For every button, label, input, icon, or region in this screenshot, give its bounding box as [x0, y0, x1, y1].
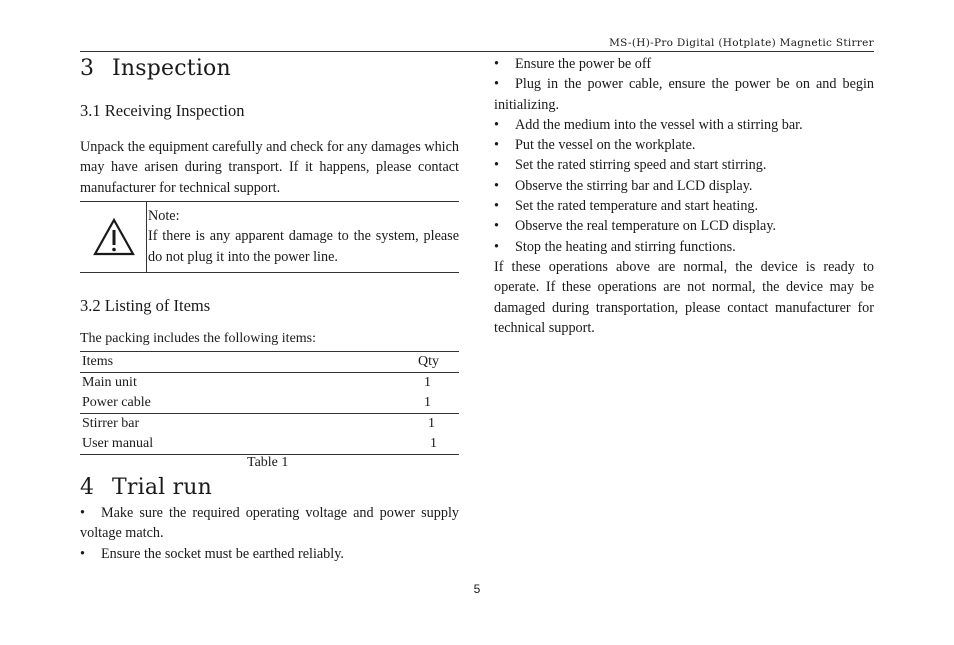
header-rule: [80, 51, 874, 52]
subsection-3-2-title: 3.2 Listing of Items: [80, 296, 211, 315]
list-item-text: Add the medium into the vessel with a stirring bar.: [515, 116, 803, 133]
trial-run-right-list: [494, 54, 874, 257]
list-item: [80, 544, 459, 564]
items-table: [80, 351, 459, 455]
table-cell: 1: [321, 414, 459, 435]
list-item-text: Observe the real temperature on LCD display.: [515, 218, 777, 235]
note-label: Note:: [148, 208, 180, 224]
list-item-text: Stop the heating and stirring functions.: [515, 238, 736, 255]
table-row: [80, 414, 459, 435]
list-item-text: Put the vessel on the workplate.: [515, 137, 696, 154]
warning-triangle-icon: [93, 217, 135, 257]
list-item-text: Ensure the socket must be earthed reliably.: [101, 545, 344, 562]
list-item: [494, 115, 874, 135]
list-item: [494, 196, 874, 216]
list-item: [494, 135, 874, 155]
list-item: • Make sure the required operating voltage and power supply voltage match.: [80, 505, 459, 542]
page-number: 5: [473, 582, 481, 596]
table-row: [80, 434, 459, 455]
table-header-items: Items: [80, 352, 321, 373]
table-cell: 1: [424, 395, 431, 410]
table-cell: Stirrer bar: [80, 414, 321, 435]
items-table-wrap: [80, 351, 459, 455]
list-item: [494, 155, 874, 175]
receiving-paragraph: Unpack the equipment carefully and check for any damages which may have arisen during transport. If it happens, please contact manufacturer for technical support.: [80, 139, 459, 196]
subsection-3-1-title: 3.1 Receiving Inspection: [80, 101, 245, 120]
table-cell: User manual: [80, 434, 321, 455]
section-3-number: 3: [80, 56, 95, 81]
table-header-row: [80, 352, 459, 373]
table-header-qty: Qty: [321, 352, 459, 373]
section-3-title: Inspection: [112, 56, 231, 81]
section-4-number: 4: [80, 475, 95, 500]
list-item-text: Plug in the power cable, ensure the power be on and begin initializing.: [494, 76, 874, 113]
section-4-title: Trial run: [112, 475, 213, 500]
section-4-heading: [80, 475, 459, 500]
list-item-text: Set the rated stirring speed and start stirring.: [515, 157, 767, 174]
trial-run-left-list-wrap: [80, 503, 459, 564]
table-row: [80, 373, 459, 394]
note-box: [80, 201, 459, 273]
list-item-text: Ensure the power be off: [515, 56, 652, 72]
trial-run-right-list-wrap: [494, 54, 874, 338]
note-divider: [146, 202, 147, 272]
list-item: [494, 176, 874, 196]
table-cell: 1: [424, 375, 431, 390]
running-header: MS-(H)-Pro Digital (Hotplate) Magnetic Stirrer: [609, 37, 874, 49]
table-caption: Table 1: [247, 455, 289, 470]
trial-run-closing: If these operations above are normal, the device is ready to operate. If these operations are not normal, the device may be damaged during transportation, please contact manufacturer for technical support.: [494, 258, 874, 336]
table-cell: Main unit: [82, 375, 137, 390]
list-item: [494, 54, 874, 74]
table-cell: Power cable: [82, 395, 151, 410]
trial-run-left-list: [80, 503, 459, 564]
list-item-text: Set the rated temperature and start heating.: [515, 198, 759, 215]
note-text: If there is any apparent damage to the system, please do not plug it into the power line.: [148, 228, 459, 265]
list-item: [494, 216, 874, 236]
list-item: [494, 237, 874, 257]
list-item-text: Make sure the required operating voltage and power supply voltage match.: [80, 505, 459, 542]
table-cell: 1: [321, 434, 459, 455]
section-3-heading: [80, 56, 459, 81]
list-item: • Plug in the power cable, ensure the power be on and begin initializing.: [494, 76, 874, 113]
items-intro: The packing includes the following items:: [80, 331, 317, 346]
table-row: [80, 393, 459, 414]
note-content: [148, 206, 459, 267]
list-item-text: Observe the stirring bar and LCD display.: [515, 177, 753, 194]
